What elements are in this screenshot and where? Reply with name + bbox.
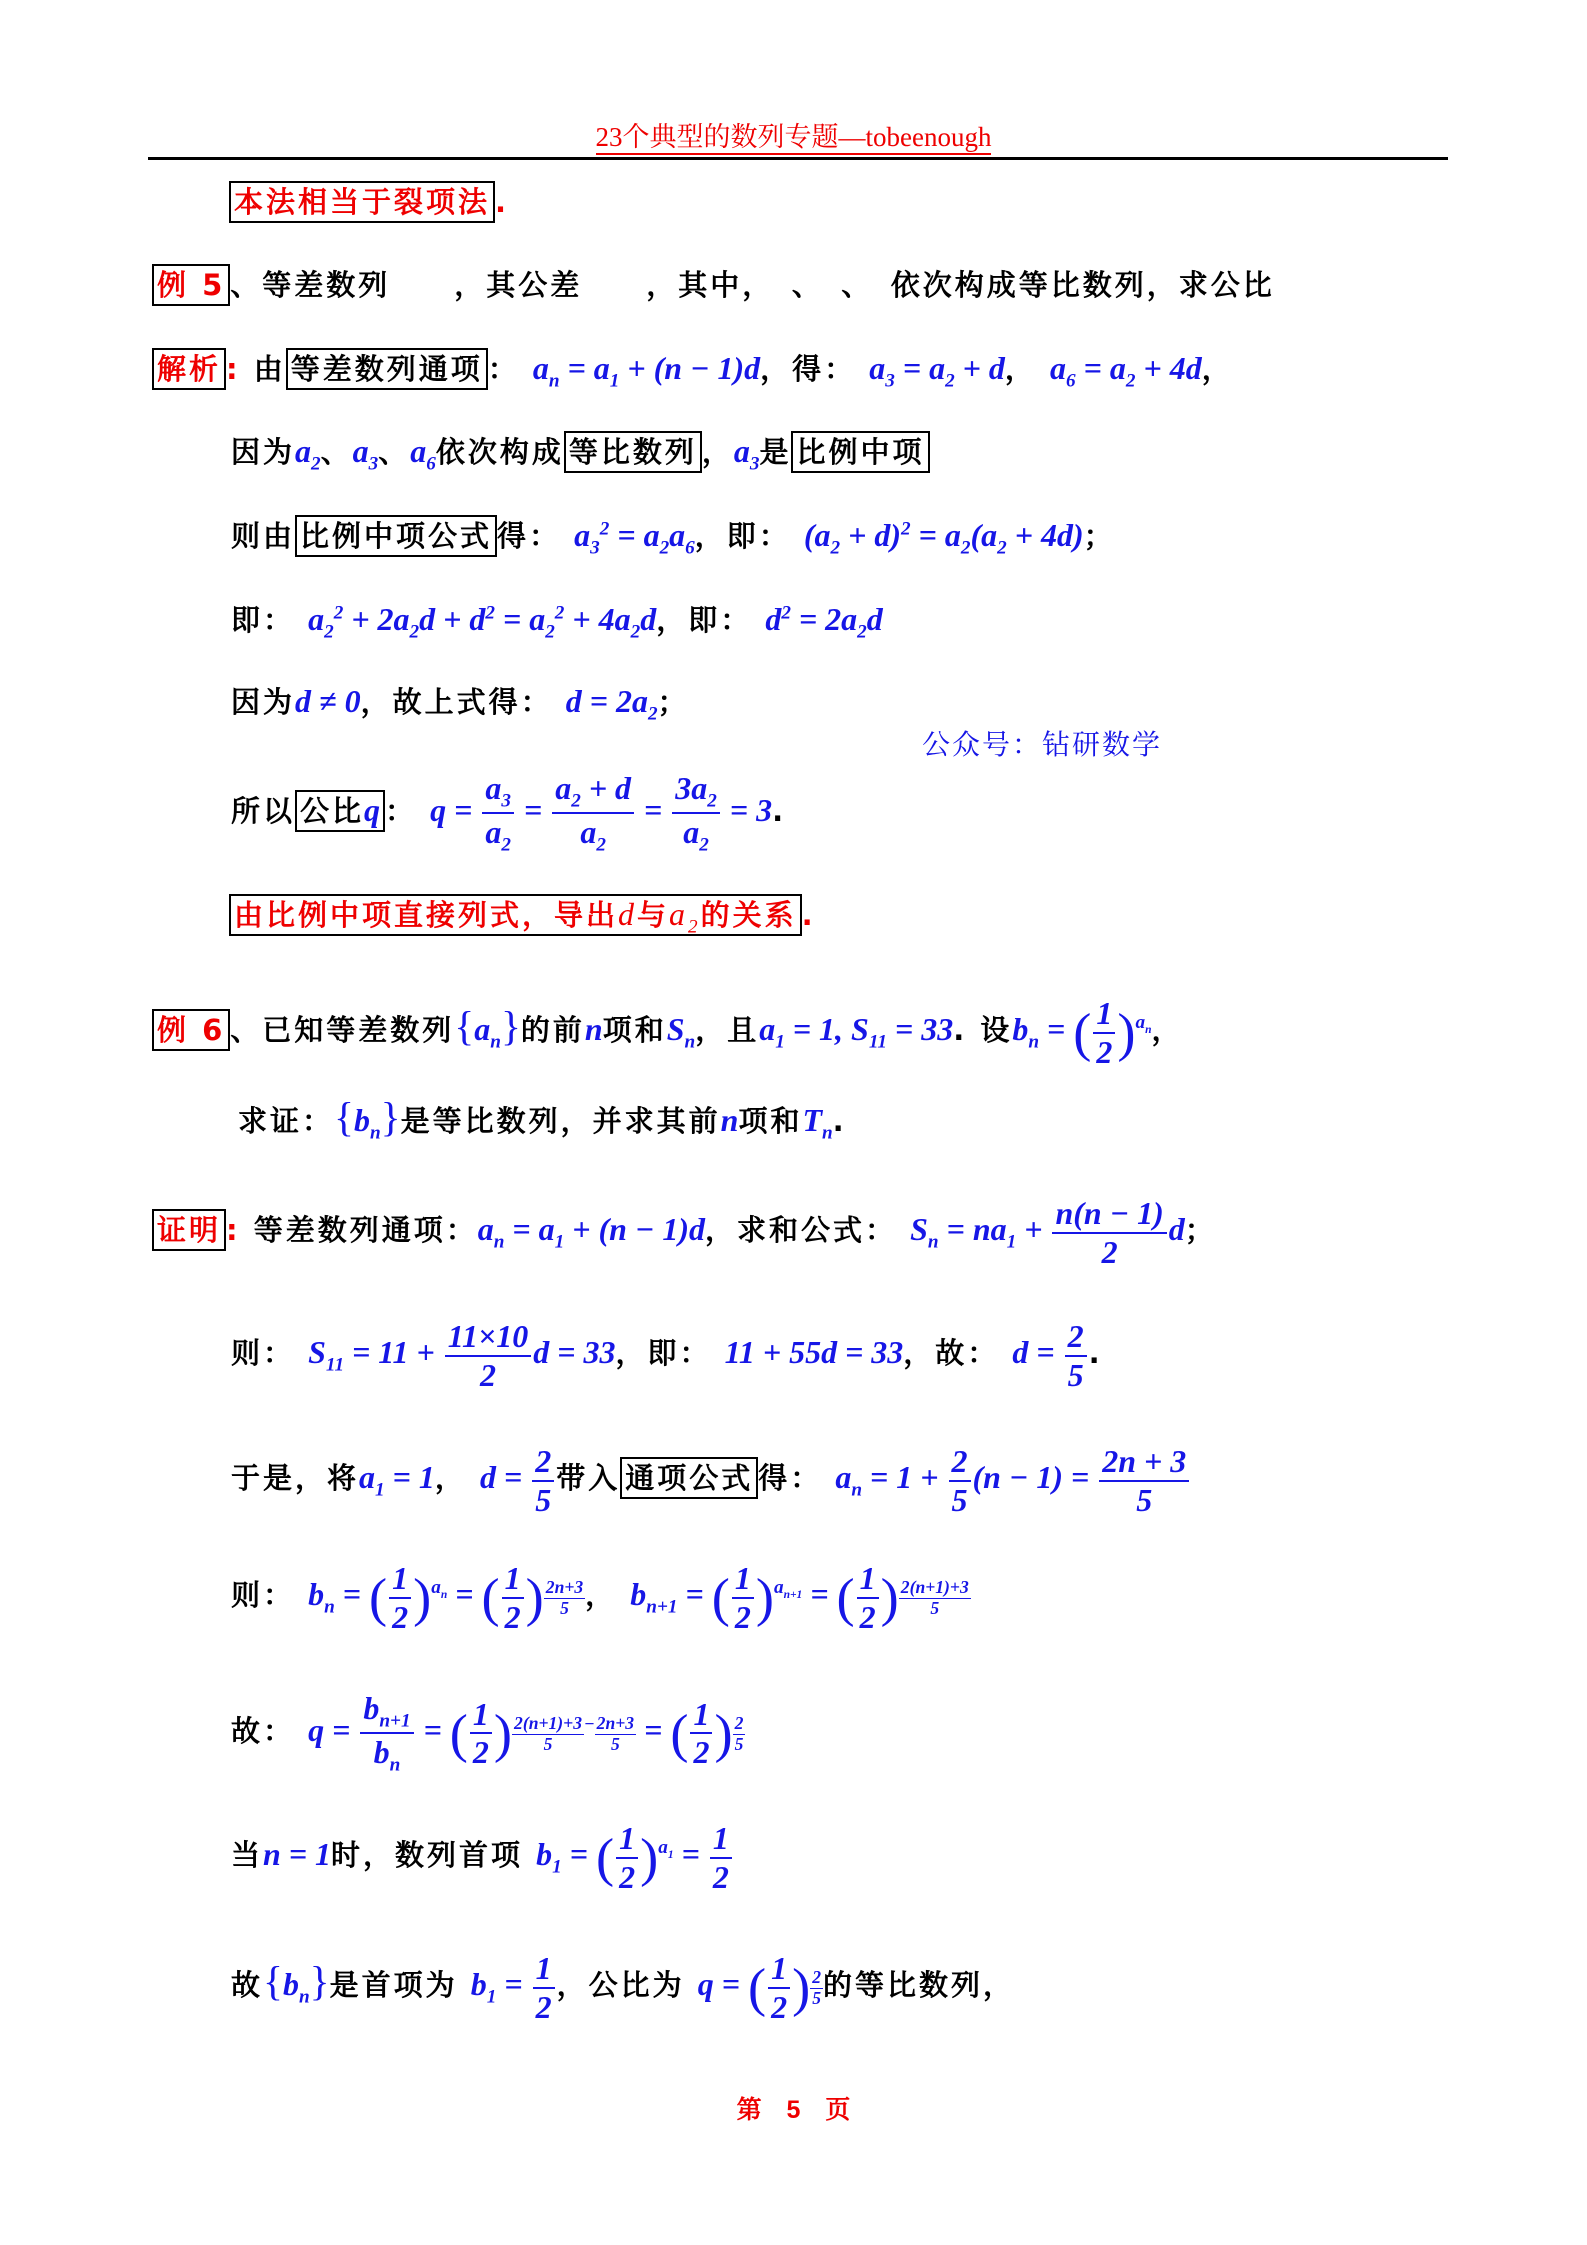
text: 则由 [231,519,296,553]
solution-5-line-2 [231,430,930,475]
solution-5-line-5 [231,680,690,725]
text: ； [1184,1213,1217,1248]
text: 是 [759,435,792,469]
proof-colon: : [226,1213,241,1248]
text: d [618,896,638,932]
text: ； [1083,519,1116,553]
keyword-box [295,790,385,832]
formula-a6: $a_6$ [410,433,436,475]
text: . [772,793,787,828]
formula-ratio: q = $\frac{a_3}{a_2}$ = $\frac{a_2 + d}{a_2}$ = $\frac{3a_2}{a_2}$ = 3 [430,770,773,856]
text: ，求和公式： [704,1213,897,1248]
text: 求证： [238,1104,335,1138]
formula-bn1: $b_{n+1}$ = ( $\frac{1}{2}$ )$^{a_{n+1}}$ = ( $\frac{1}{2}$ ) $\frac{2(n+1)+3}{5}$ [630,1560,969,1635]
formula-d: d = $\frac{2}{5}$ [1012,1334,1088,1370]
formula-a2: $a_2$ [295,433,321,475]
text: 的等比数列， [822,1968,1015,2003]
text: 公比 [300,793,365,828]
text: 的关系 [700,898,797,932]
formula-Tn: $T_n$ [802,1102,833,1144]
solution-5-line-4 [231,598,883,643]
text: ， [701,435,734,469]
text: 是首项为 [329,1968,458,2003]
keyword-box: 等比数列 [564,431,702,473]
formula-a2: $a_2$ [669,896,701,938]
text: 得： [758,1461,823,1496]
keyword-box: 比例中项公式 [295,515,497,557]
text: 因为 [231,685,296,719]
proof-6-line-5 [231,1690,745,1777]
text: ，得： [760,352,857,386]
formula-s11: $S_{11} = 11$ + $\frac{11\times 10}{2}$ d = 33 [308,1318,616,1393]
text: ， [585,1578,618,1613]
example-5-statement [152,263,1275,304]
formula-an: $a_n = 1$ + $\frac{2}{5}$ (n − 1) = $\frac{2n + 3}{5}$ [835,1459,1191,1495]
proof-6-line-4 [231,1560,971,1636]
formula-d: d = $\frac{2}{5}$ [480,1459,556,1495]
watermark: 公众号：钻研数学 [922,728,1163,761]
proof-6-line-6 [231,1820,734,1896]
formula-n: n [720,1102,739,1138]
text: 得： [497,519,562,553]
example-5-text: 、等差数列 ，其公差 ，其中， 、 、 依次构成等比数列，求公比 [230,268,1275,302]
page-header [0,115,1587,154]
proof-label: 证明 [152,1209,226,1251]
text: 依次构成 [435,435,564,469]
formula-q: q = $\frac{b_{n+1}}{b_n}$ = ( $\frac{1}{2}$ ) $\frac{2(n+1)+3}{5}$ − $\frac{2n+3}{5}$ = ( $\frac{1}{2}$ ) $\frac{2}{5}$ [308,1690,744,1776]
text: ，即： [694,519,791,553]
formula-sum: $S_n = na_1$ + $\frac{n(n - 1)}{2}$ d [910,1195,1185,1270]
formula-given: $a_1 = 1$, $S_{11} = 33$ [759,1011,954,1053]
note-dot: . [801,898,816,932]
proof-6-line-1 [152,1195,1217,1271]
formula-Sn: $S_n$ [666,1011,696,1053]
text: ， [434,1461,467,1496]
keyword-box: 比例中项 [791,431,929,473]
formula-q: q [364,791,381,828]
text: 时，数列首项 [331,1838,524,1873]
formula-geometric-mean: $a_3^2 = a_2a_6$ [574,517,695,559]
formula-seq-b: $\{b_n\}$ [334,1094,401,1144]
text: 等差数列通项： [253,1213,478,1248]
text: ，故上式得： [360,685,553,719]
formula-a6: $a_6 = a_2 + 4d$ [1050,350,1202,392]
formula-seq-b: $\{b_n\}$ [263,1958,330,2008]
note-text [229,894,802,936]
text: 与 [637,898,670,932]
example-6-label: 例 6 [152,1009,230,1051]
text: 带入 [556,1461,621,1496]
text: 由比例中项直接列式，导出 [234,898,619,932]
page-number: 第 5 页 [736,2096,851,2124]
solution-5-line-6 [231,770,786,857]
text: . [1088,1336,1103,1371]
example-6-line-2 [238,1093,847,1144]
text: 即： [231,603,296,637]
text: . 设 [953,1013,1013,1048]
text: 则： [231,1336,296,1371]
text: ，公比为 [556,1968,685,2003]
text: 的前 [520,1013,585,1048]
text: 所以 [231,793,296,828]
formula-b1: $b_1$ = ( $\frac{1}{2}$ )$^{a_1}$ = $\frac{1}{2}$ [536,1836,734,1872]
formula-bn: $b_n$ = ( $\frac{1}{2}$ )$^{a_n}$ = ( $\frac{1}{2}$ ) $\frac{2n+3}{5}$ [308,1560,584,1635]
keyword-box: 等差数列通项 [286,348,488,390]
text: 项和 [602,1013,667,1048]
formula-a3: $a_3$ [352,433,379,475]
text: ，即： [656,603,753,637]
text: 故 [231,1968,264,2003]
text: ， [1201,352,1234,386]
text: ，故： [903,1336,1000,1371]
formula-expanded: $(a_2 + d)^2 = a_2(a_2 + 4d)$ [803,517,1084,559]
formula-d-nonzero: d ≠ 0 [295,683,361,719]
keyword-box: 通项公式 [620,1457,758,1499]
formula-b1: $b_1$ = $\frac{1}{2}$ [471,1966,557,2002]
formula-general-term: $a_n = a_1 + (n - 1)d$ [532,350,761,392]
text: 于是，将 [231,1461,360,1496]
solution-label: 解析 [152,348,226,390]
example-5-label: 例 5 [152,264,230,306]
note-box-1 [229,180,509,221]
text: ，且 [695,1013,760,1048]
solution-5-line-1 [152,347,1234,392]
text: ： [385,793,418,828]
formula-d-squared: $d^2 = 2a_2d$ [765,601,883,643]
header-rule [148,157,1448,160]
text: . [832,1104,847,1138]
text: 故： [231,1713,296,1748]
proof-6-line-2 [231,1318,1103,1394]
note-text: 本法相当于裂项法 [229,181,495,223]
note-box-2 [229,893,816,938]
text: 、已知等差数列 [230,1013,455,1048]
text: ， [1151,1013,1184,1048]
formula-a3: $a_3$ [733,433,760,475]
note-dot: . [495,185,510,219]
formula-seq-a: $\{a_n\}$ [454,1003,521,1053]
formula-expansion: $a_2^2 + 2a_2d + d^2 = a_2^2 + 4a_2d$ [308,601,657,643]
formula-q: q = ( $\frac{1}{2}$ ) $\frac{2}{5}$ [697,1950,821,2025]
text: 则： [231,1578,296,1613]
text: ： [487,352,520,386]
text: 项和 [738,1104,803,1138]
example-6-line-1 [152,995,1184,1071]
formula-n1: n = 1 [263,1836,332,1873]
text: ； [657,685,690,719]
formula-a3: $a_3 = a_2 + d$ [869,350,1005,392]
text: 当 [231,1838,264,1873]
text: ，即： [615,1336,712,1371]
text: 、 [378,435,411,469]
text: 由 [253,352,286,386]
formula-n: n [584,1011,603,1048]
formula-general-term: $a_n = a_1 + (n - 1)d$ [477,1211,705,1253]
text: 因为 [231,435,296,469]
header-title: 23个典型的数列专题—tobeenough [596,122,992,155]
text: 是等比数列，并求其前 [400,1104,721,1138]
formula-a1: $a_1 = 1$ [359,1459,435,1501]
proof-6-line-3 [231,1443,1191,1519]
proof-6-line-7 [231,1950,1015,2026]
solution-colon: : [226,352,241,386]
formula-linear: 11 + 55d = 33 [724,1334,904,1371]
text: ， [1004,352,1037,386]
formula-d-value: $d = 2a_2$ [565,683,658,725]
formula-bn-def: $b_n$ = ( $\frac{1}{2}$ )$^{a_n}$ [1012,995,1152,1070]
text: 、 [320,435,353,469]
solution-5-line-3 [231,514,1116,559]
